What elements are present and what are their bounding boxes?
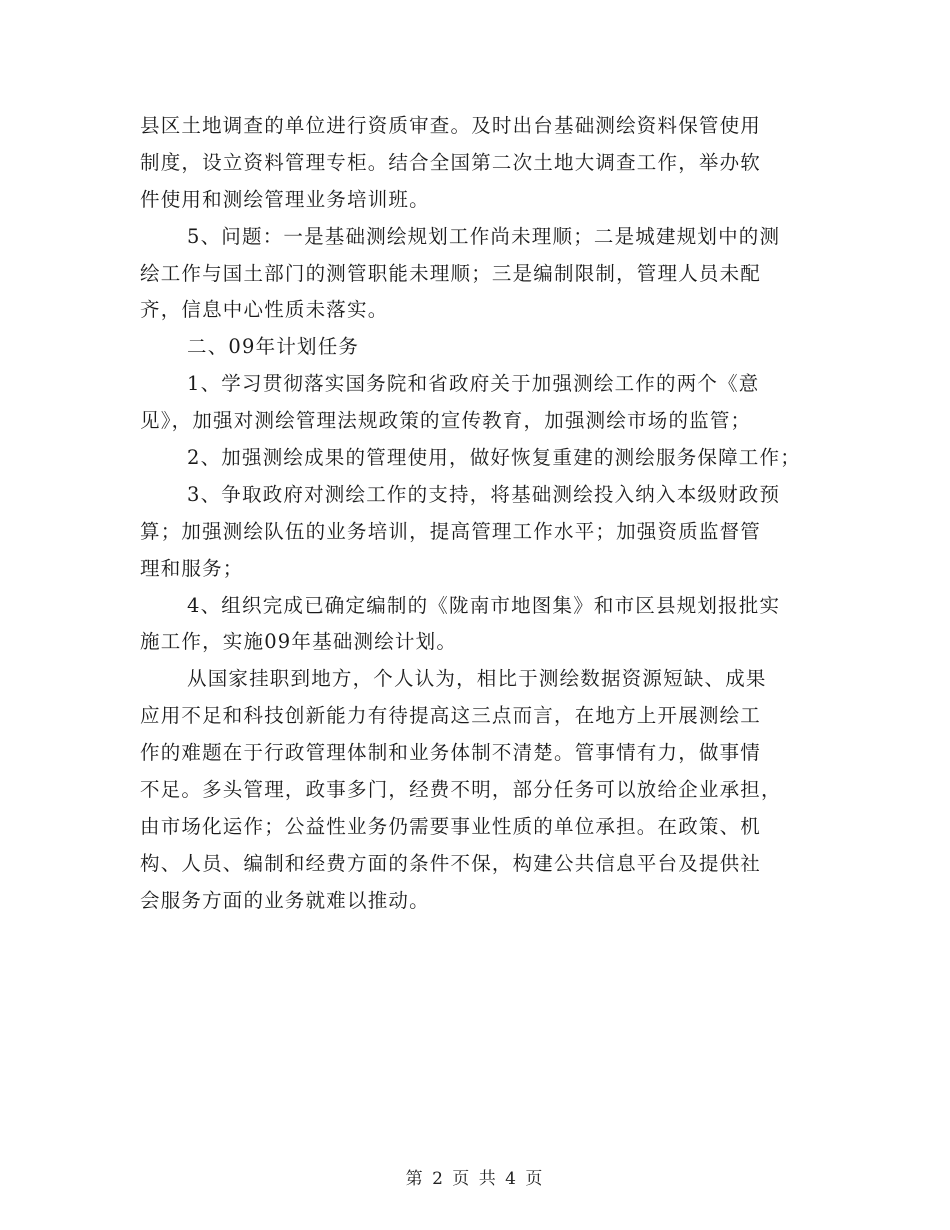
text-line: 1、学习贯彻落实国务院和省政府关于加强测绘工作的两个《意	[187, 372, 760, 396]
text-line: 作的难题在于行政管理体制和业务体制不清楚。管事情有力，做事情	[140, 741, 762, 765]
text-line: 从国家挂职到地方，个人认为，相比于测绘数据资源短缺、成果	[187, 667, 767, 691]
text-line: 见》，加强对测绘管理法规政策的宣传教育，加强测绘市场的监管；	[140, 409, 752, 433]
text-line: 3、争取政府对测绘工作的支持，将基础测绘投入纳入本级财政预	[187, 482, 781, 506]
page-number-footer: 第 2 页 共 4 页	[405, 1169, 545, 1189]
text-line: 会服务方面的业务就难以推动。	[140, 888, 430, 912]
text-line: 县区土地调查的单位进行资质审查。及时出台基础测绘资料保管使用	[140, 114, 762, 137]
text-line: 2、加强测绘成果的管理使用，做好恢复重建的测绘服务保障工作；	[187, 446, 801, 470]
text-line: 4、组织完成已确定编制的《陇南市地图集》和市区县规划报批实	[187, 593, 781, 617]
text-line: 绘工作与国土部门的测管职能未理顺；三是编制限制，管理人员未配	[140, 261, 762, 285]
text-line: 算；加强测绘队伍的业务培训，提高管理工作水平；加强资质监督管	[140, 519, 762, 543]
document-body	[140, 108, 830, 920]
text-line: 由市场化运作；公益性业务仍需要事业性质的单位承担。在政策、机	[140, 814, 762, 838]
section-heading: 二、09年计划任务	[187, 335, 360, 359]
text-line: 齐，信息中心性质未落实。	[140, 298, 389, 322]
text-line: 构、人员、编制和经费方面的条件不保，构建公共信息平台及提供社	[140, 851, 762, 875]
text-line: 理和服务；	[140, 556, 244, 580]
text-line: 施工作，实施09年基础测绘计划。	[140, 630, 458, 654]
text-line: 制度，设立资料管理专柜。结合全国第二次土地大调查工作，举办软	[140, 150, 762, 174]
text-line: 5、问题：一是基础测绘规划工作尚未理顺；二是城建规划中的测	[187, 224, 781, 248]
text-line: 不足。多头管理，政事多门，经费不明，部分任务可以放给企业承担，	[140, 778, 782, 802]
text-line: 应用不足和科技创新能力有待提高这三点而言，在地方上开展测绘工	[140, 704, 762, 728]
text-line: 件使用和测绘管理业务培训班。	[140, 187, 430, 211]
